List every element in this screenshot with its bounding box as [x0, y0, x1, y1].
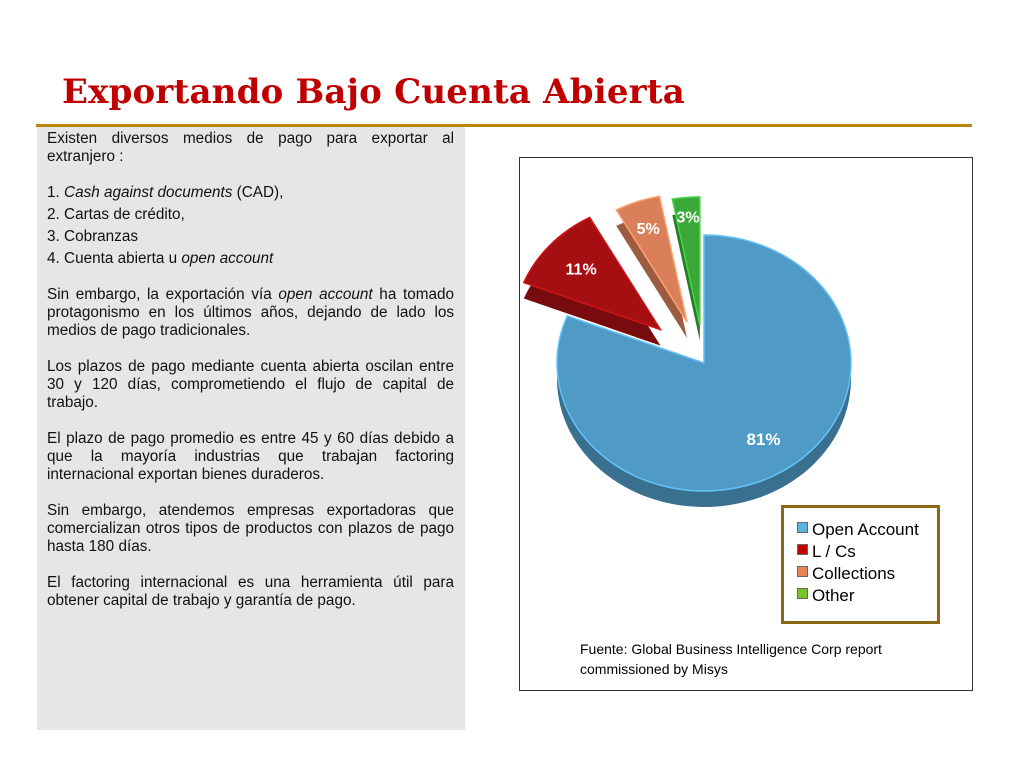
pie-chart-box — [519, 157, 973, 691]
pie-label-open-account: 81% — [746, 430, 781, 450]
legend-swatch-open-account — [797, 522, 808, 533]
legend-swatch-lcs — [797, 544, 808, 555]
list-item-2: 2. Cartas de crédito, — [47, 206, 185, 223]
legend-swatch-collections — [797, 566, 808, 577]
paragraph-open-account: Sin embargo, la exportación vía open account ha tomado protagonismo en los últimos años, dejando de lado los medios de pago tradicionales. — [47, 286, 454, 339]
list-item-3: 3. Cobranzas — [47, 228, 138, 245]
paragraph-plazo-promedio: El plazo de pago promedio es entre 45 y 60 días debido a que la mayoría industrias que trabajan factoring internacional exportan bienes duraderos. — [47, 430, 454, 483]
chart-legend — [781, 505, 940, 624]
pie-label-l-cs: 11% — [565, 261, 597, 279]
legend-item-collections: Collections — [797, 564, 895, 586]
pie-label-other: 3% — [676, 209, 700, 227]
legend-item-open-account: Open Account — [797, 520, 919, 542]
list-item-4: 4. Cuenta abierta u open account — [47, 250, 274, 267]
source-note: Fuente: Global Business Intelligence Corp report commissioned by Misys — [580, 641, 882, 677]
legend-swatch-other — [797, 588, 808, 599]
left-text-body — [47, 130, 454, 610]
legend-item-other: Other — [797, 586, 855, 608]
legend-item-lcs: L / Cs — [797, 542, 856, 564]
intro-paragraph: Existen diversos medios de pago para exportar al extranjero : — [47, 130, 454, 165]
list-item-1: 1. Cash against documents (CAD), — [47, 184, 284, 201]
pie-label-collections: 5% — [636, 221, 660, 239]
slide-title: Exportando Bajo Cuenta Abierta — [62, 72, 685, 112]
paragraph-plazos: Los plazos de pago mediante cuenta abierta oscilan entre 30 y 120 días, comprometiendo el flujo de capital de trabajo. — [47, 358, 454, 411]
paragraph-atendemos: Sin embargo, atendemos empresas exportadoras que comercializan otros tipos de productos con plazos de pago hasta 180 días. — [47, 502, 454, 555]
paragraph-factoring: El factoring internacional es una herramienta útil para obtener capital de trabajo y garantía de pago. — [47, 574, 454, 609]
